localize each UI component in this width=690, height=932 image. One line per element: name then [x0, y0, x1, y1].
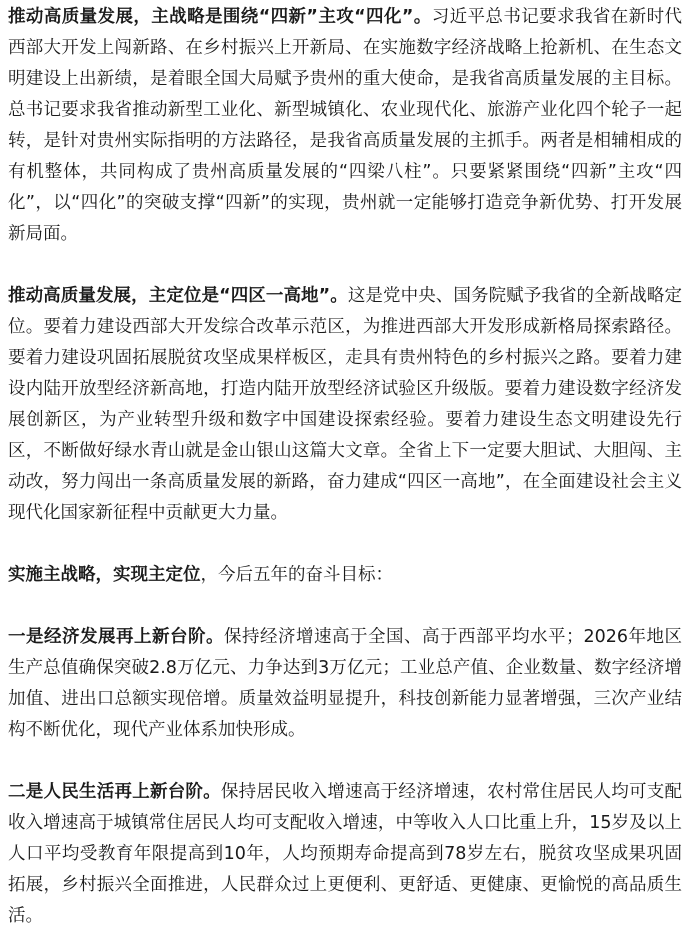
paragraph-lead: 推动高质量发展，主战略是围绕“四新”主攻“四化”。 [8, 7, 432, 27]
paragraph-lead: 推动高质量发展，主定位是“四区一高地”。 [8, 286, 348, 306]
paragraph-text: ，今后五年的奋斗目标： [200, 565, 393, 585]
paragraph-five-year-goals-intro [8, 560, 682, 591]
paragraph-text: 保持经济增速高于全国、高于西部平均水平；2026年地区生产总值确保突破2.8万亿元、力争达到3万亿元；工业总产值、企业数量、数字经济增加值、进出口总额实现倍增。质量效益明显提升，科技创新能力显著增强，三次产业结构不断优化，现代产业体系加快形成。 [8, 627, 682, 740]
paragraph-text: 保持居民收入增速高于经济增速，农村常住居民人均可支配收入增速高于城镇常住居民人均可支配收入增速，中等收入人口比重上升，15岁及以上人口平均受教育年限提高到10年，人均预期寿命提高到78岁左右，脱贫攻坚成果巩固拓展，乡村振兴全面推进，人民群众过上更便利、更舒适、更健康、更愉悦的高品质生活。 [8, 782, 683, 926]
paragraph-four-zones-one-highland [8, 281, 682, 529]
paragraph-goal-livelihood [8, 777, 682, 932]
paragraph-text: 这是党中央、国务院赋予我省的全新战略定位。要着力建设西部大开发综合改革示范区，为推进西部大开发形成新格局探索路径。要着力建设巩固拓展脱贫攻坚成果样板区，走具有贵州特色的乡村振兴之路。要着力建设内陆开放型经济新高地，打造内陆开放型经济试验区升级版。要着力建设数字经济发展创新区，为产业转型升级和数字中国建设探索经验。要着力建设生态文明建设先行区，不断做好绿水青山就是金山银山这篇大文章。全省上下一定要大胆试、大胆闯、主动改，努力闯出一条高质量发展的新路，奋力建成“四区一高地”，在全面建设社会主义现代化国家新征程中贡献更大力量。 [8, 286, 682, 523]
paragraph-text: 习近平总书记要求我省在新时代西部大开发上闯新路、在乡村振兴上开新局、在实施数字经济战略上抢新机、在生态文明建设上出新绩，是着眼全国大局赋予贵州的重大使命，是我省高质量发展的主目标。总书记要求我省推动新型工业化、新型城镇化、农业现代化、旅游产业化四个轮子一起转，是针对贵州实际指明的方法路径，是我省高质量发展的主抓手。两者是相辅相成的有机整体，共同构成了贵州高质量发展的“四梁八柱”。只要紧紧围绕“四新”主攻“四化”，以“四化”的突破支撑“四新”的实现，贵州就一定能够打造竞争新优势、打开发展新局面。 [8, 7, 682, 244]
paragraph-goal-economy [8, 622, 682, 746]
paragraph-lead: 实施主战略，实现主定位 [8, 565, 201, 585]
paragraph-four-new-four-modernizations [8, 2, 682, 250]
paragraph-lead: 一是经济发展再上新台阶。 [8, 627, 224, 647]
paragraph-lead: 二是人民生活再上新台阶。 [8, 782, 221, 802]
